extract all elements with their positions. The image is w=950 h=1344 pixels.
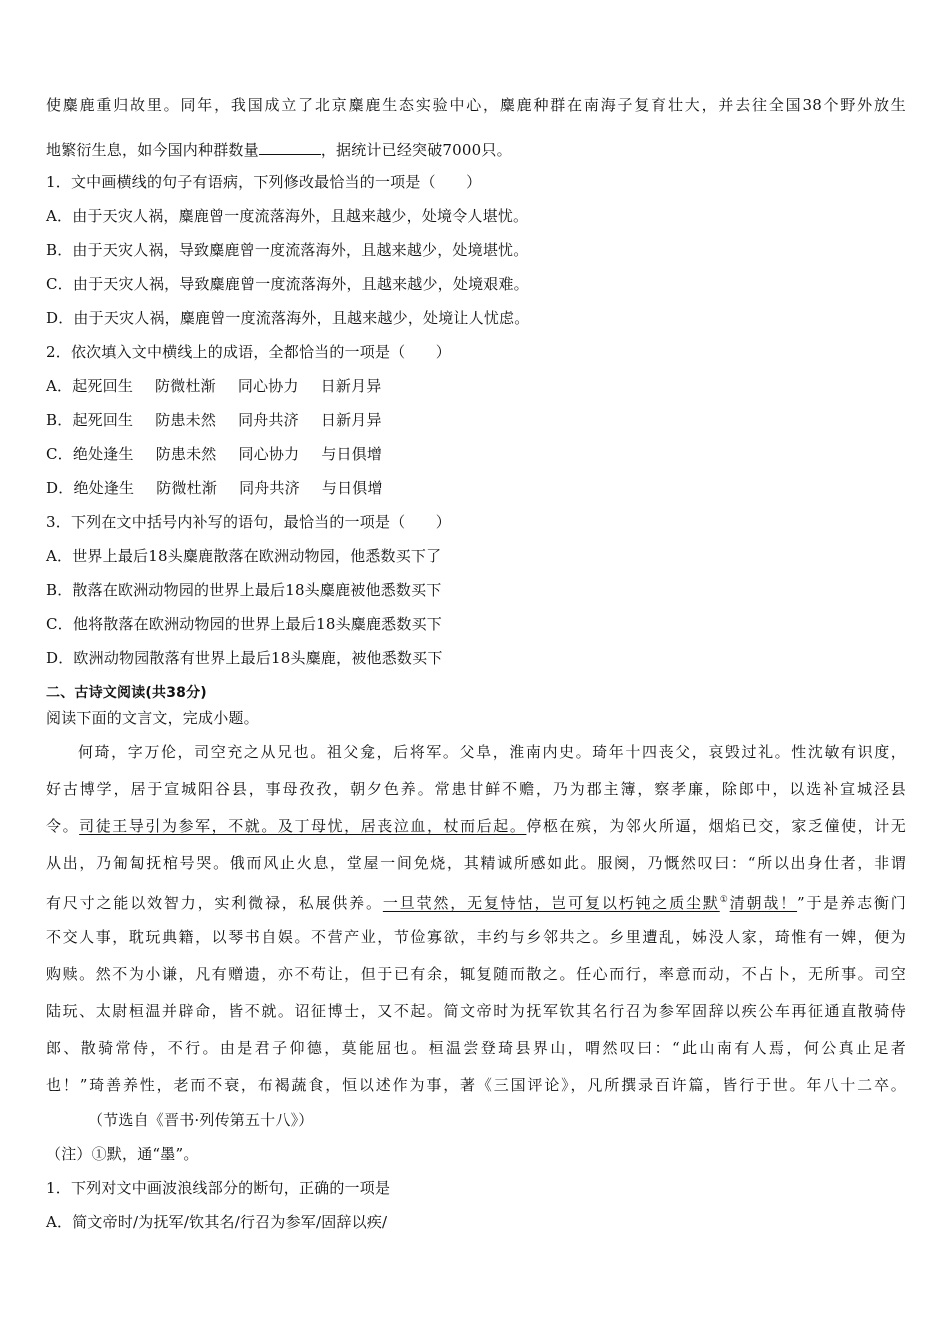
passage-text: 停柩在殡，为邻火所逼，烟焰已交，家乏僮使，计无 <box>526 817 907 835</box>
q3-option-d: D．欧洲动物园散落有世界上最后18头麋鹿，被他悉数买下 <box>46 649 443 667</box>
q2-word: 同心协力 <box>238 445 300 463</box>
q2-word: 防微杜渐 <box>155 377 216 395</box>
q1-option-d: D．由于天灾人祸，麋鹿曾一度流落海外，且越来越少，处境让人忧虑。 <box>46 309 530 327</box>
q2-word: 防微杜渐 <box>156 479 218 497</box>
q1-option-b: B．由于天灾人祸，导致麋鹿曾一度流落海外，且越来越少，处境堪忧。 <box>46 241 529 259</box>
q1-stem: 1．文中画横线的句子有语病，下列修改最恰当的一项是（ ） <box>46 173 482 191</box>
passage-line-5 <box>46 890 906 913</box>
passage-note: （注）①默，通“墨”。 <box>46 1145 199 1163</box>
q3-option-b: B．散落在欧洲动物园的世界上最后18头麋鹿被他悉数买下 <box>46 581 442 599</box>
passage-source: （节选自《晋书·列传第五十八》） <box>88 1111 314 1129</box>
q2-word: 同舟共济 <box>239 479 300 497</box>
passage-line-6: 不交人事，耽玩典籍，以琴书自娱。不营产业，节俭寡欲，丰约与乡邻共之。乡里遭乱，姊没人家，琦惟有一婢，便为 <box>46 928 906 946</box>
q2-word: 防患未然 <box>155 445 217 463</box>
passage-line-7: 购赎。然不为小谦，凡有赠遗，亦不苟让，但于已有余，辄复随而散之。任心而行，率意而动，不占卜，无所事。司空 <box>46 965 906 983</box>
q2-option-a <box>46 376 403 396</box>
q4-stem: 1．下列对文中画波浪线部分的断句，正确的一项是 <box>46 1179 391 1197</box>
intro-line-2 <box>46 140 512 160</box>
q3-option-a: A．世界上最后18头麋鹿散落在欧洲动物园，他悉数买下了 <box>46 547 442 565</box>
q2-option-b <box>46 410 404 430</box>
q2-word: 日新月异 <box>320 377 382 395</box>
passage-text: 有尺寸之能以效智力，实利微禄，私展供养。 <box>46 894 383 912</box>
q2-word: 起死回生 <box>72 377 134 395</box>
underlined-sentence: 一旦茕然，无复恃怙，岂可复以朽钝之质尘默 <box>382 894 720 912</box>
q2-option-c <box>46 444 404 464</box>
q2-word: 与日俱增 <box>321 445 383 463</box>
q2-option-key: D． <box>46 479 74 497</box>
passage-line-2: 好古博学，居于宣城阳谷县，事母孜孜，朝夕色养。常患甘鲜不赡，乃为郡主簿，察孝廉，除郎中，以选补宣城泾县 <box>46 780 906 798</box>
intro-line-2-text: 地繁衍生息，如今国内种群数量 <box>46 141 259 159</box>
q3-option-c: C．他将散落在欧洲动物园的世界上最后18头麋鹿悉数买下 <box>46 615 442 633</box>
intro-line-1: 使麋鹿重归故里。同年，我国成立了北京麋鹿生态实验中心，麋鹿种群在南海子复育壮大，并去往全国38个野外放生 <box>46 96 906 114</box>
q2-option-key: A． <box>46 377 73 395</box>
passage-line-3 <box>46 816 906 836</box>
q3-stem: 3．下列在文中括号内补写的语句，最恰当的一项是（ ） <box>46 513 451 531</box>
passage-line-8: 陆玩、太尉桓温并辟命，皆不就。诏征博士，又不起。简文帝时为抚军钦其名行召为参军固辞以疾公车再征通直散骑侍 <box>46 1002 906 1020</box>
q2-word: 日新月异 <box>320 411 382 429</box>
q4-option-a: A．简文帝时/为抚军/钦其名/行召为参军/固辞以疾/ <box>46 1213 388 1231</box>
underlined-sentence-end: 清朝哉！ <box>729 894 798 912</box>
passage-line-9: 郎、散骑常侍，不行。由是君子仰德，莫能屈也。桓温尝登琦县界山，喟然叹曰：“此山南有人焉，何公真止足者 <box>46 1039 906 1057</box>
q2-word: 同心协力 <box>237 377 299 395</box>
q2-option-key: C． <box>46 445 73 463</box>
q2-word: 起死回生 <box>72 411 134 429</box>
q2-word: 与日俱增 <box>321 479 383 497</box>
q2-option-key: B． <box>46 411 73 429</box>
passage-text: ”于是养志衡门 <box>797 894 906 912</box>
passage-text: 令。 <box>46 817 80 835</box>
q2-word: 同舟共济 <box>238 411 299 429</box>
q2-word: 防患未然 <box>155 411 217 429</box>
underlined-sentence: 司徒王导引为参军，不就。及丁母忧，居丧泣血，杖而后起。 <box>79 817 527 835</box>
fill-blank <box>259 140 321 155</box>
intro-line-2-end: ，据统计已经突破7000只。 <box>320 141 512 159</box>
section-instruction: 阅读下面的文言文，完成小题。 <box>46 709 259 727</box>
passage-line-10: 也！”琦善养性，老而不衰，布褐蔬食，恒以述作为事，著《三国评论》，凡所撰录百许篇，皆行于世。年八十二卒。 <box>46 1076 906 1094</box>
q2-option-d <box>46 478 405 498</box>
footnote-marker: ① <box>719 895 730 905</box>
q2-stem: 2．依次填入文中横线上的成语，全都恰当的一项是（ ） <box>46 343 451 361</box>
section-heading: 二、古诗文阅读(共38分) <box>46 685 207 701</box>
q2-word: 绝处逢生 <box>73 479 135 497</box>
q2-word: 绝处逢生 <box>72 445 134 463</box>
q1-option-a: A．由于天灾人祸，麋鹿曾一度流落海外，且越来越少，处境令人堪忧。 <box>46 207 529 225</box>
q1-option-c: C．由于天灾人祸，导致麋鹿曾一度流落海外，且越来越少，处境艰难。 <box>46 275 529 293</box>
passage-line-1: 何琦，字万伦，司空充之从兄也。祖父龛，后将军。父阜，淮南内史。琦年十四丧父，哀毁过礼。性沈敏有识度， <box>78 743 906 761</box>
passage-line-4: 从出，乃匍匐抚棺号哭。俄而风止火息，堂屋一间免烧，其精诚所感如此。服阕，乃慨然叹曰：“所以出身仕者，非谓 <box>46 854 906 872</box>
